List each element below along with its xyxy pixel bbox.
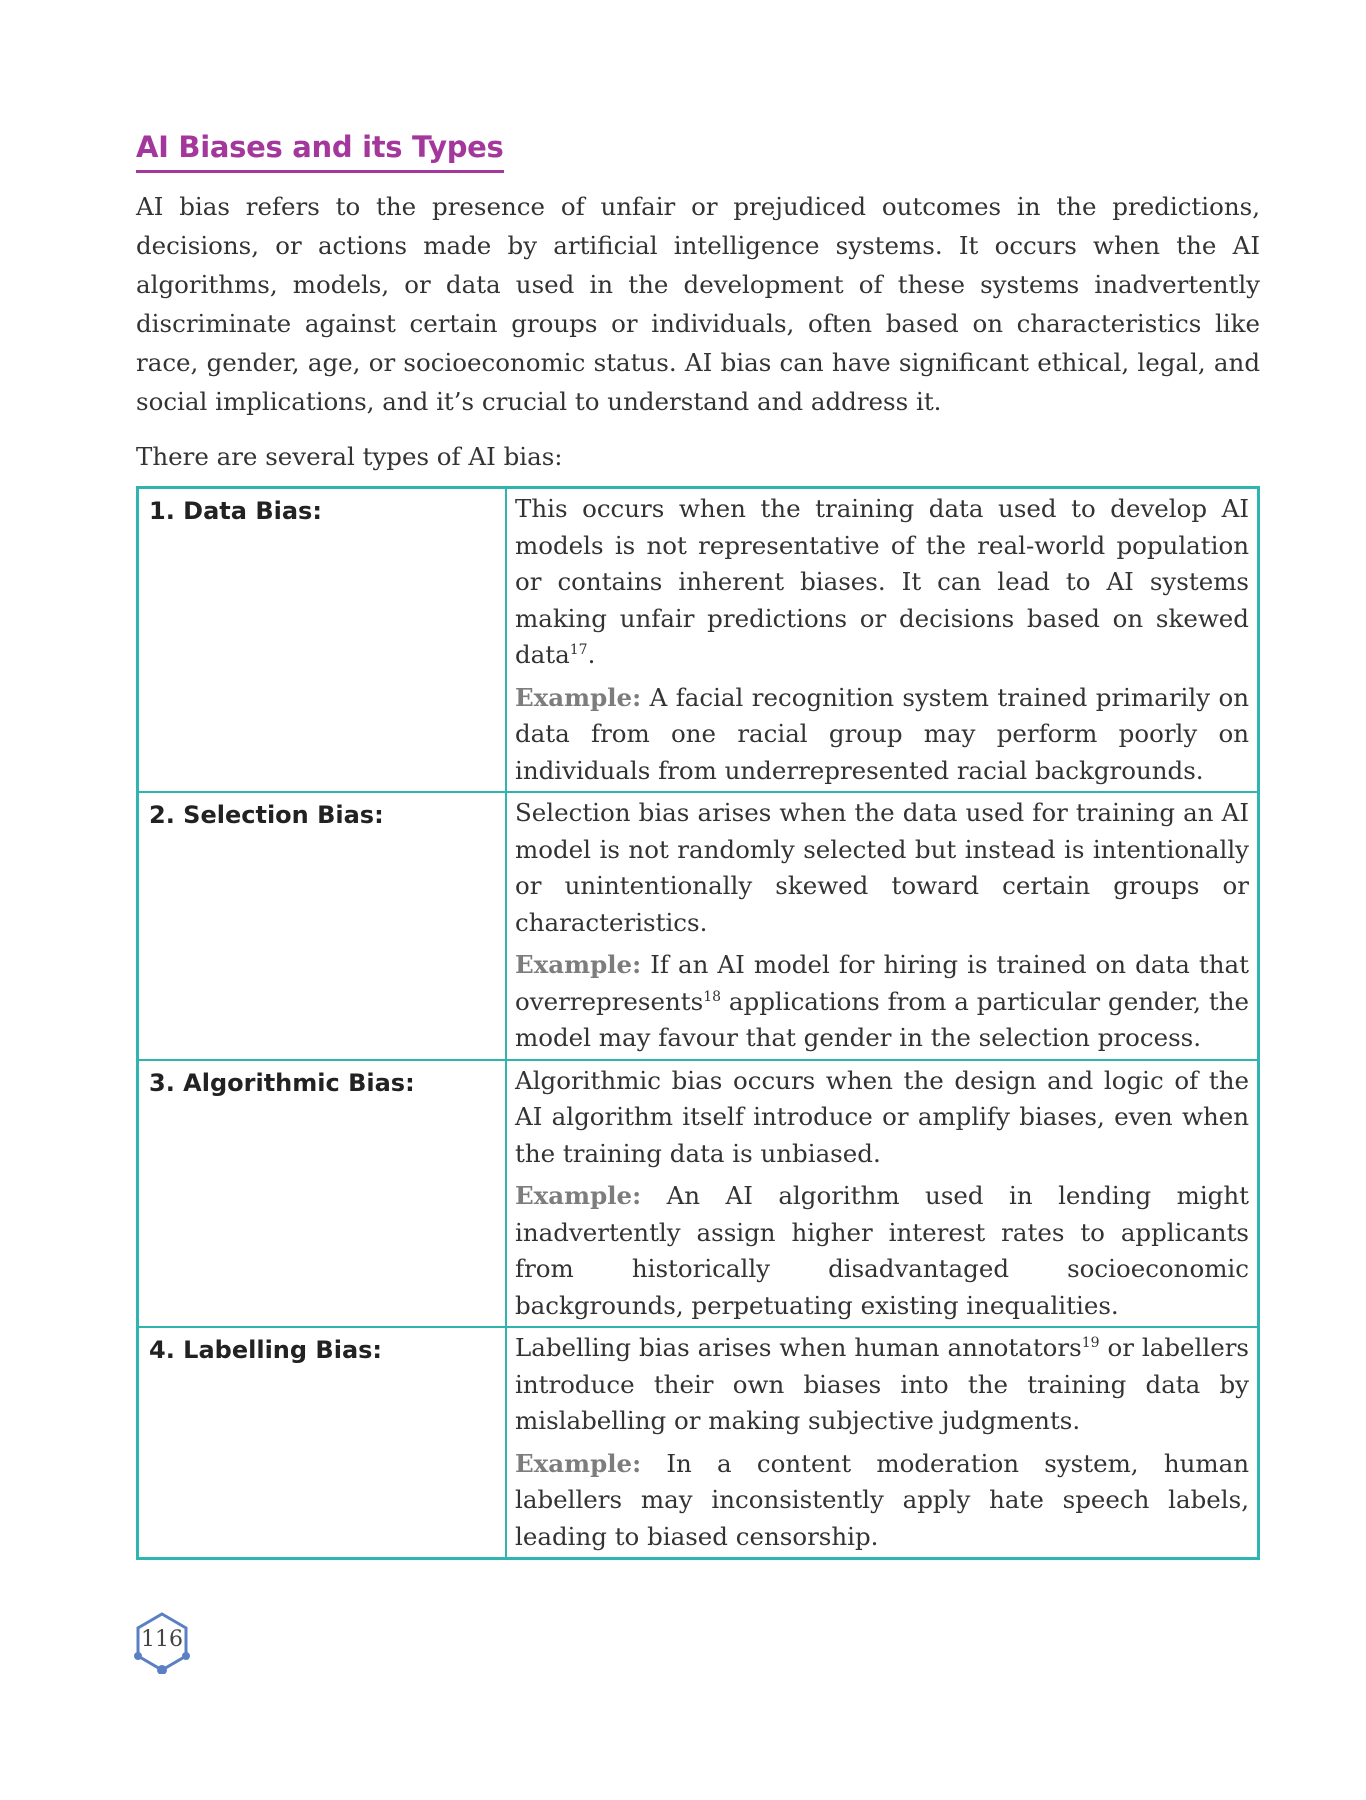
bias-description: Selection bias arises when the data used for training an AI model is not randomly selected but instead is intentionally or unintentionally skewed toward certain groups or characteristics. xyxy=(515,798,1249,937)
table-row xyxy=(138,1060,1259,1328)
lead-sentence: There are several types of AI bias: xyxy=(136,442,563,471)
example-label: Example: xyxy=(515,1448,642,1478)
bias-example: Example: A facial recognition system trained primarily on data from one racial group may perform poorly on individuals from underrepresented racial backgrounds. xyxy=(515,682,1249,785)
table-row xyxy=(138,792,1259,1060)
footnote-ref: 17 xyxy=(569,641,588,658)
bias-description: Algorithmic bias occurs when the design and logic of the AI algorithm itself introduce or amplify biases, even when the training data is unbiased. xyxy=(515,1065,1249,1168)
page-number-badge xyxy=(133,1610,191,1674)
bias-description-cell xyxy=(506,1327,1259,1559)
bias-types-table xyxy=(136,486,1260,1560)
bias-label-cell xyxy=(138,488,507,793)
table-row xyxy=(138,1327,1259,1559)
bias-label: 1. Data Bias: xyxy=(149,497,322,525)
bias-label: 4. Labelling Bias: xyxy=(149,1336,383,1364)
section-heading: AI Biases and its Types xyxy=(136,130,504,173)
example-label: Example: xyxy=(515,950,642,979)
page-content xyxy=(136,130,1260,1560)
bias-label: 2. Selection Bias: xyxy=(149,801,384,829)
bias-example: Example: In a content moderation system, human labellers may inconsistently apply hate speech labels, leading to biased censorship. xyxy=(515,1448,1249,1551)
footnote-ref: 18 xyxy=(703,988,722,1005)
footnote-ref: 19 xyxy=(1081,1334,1100,1351)
bias-description-cell xyxy=(506,1060,1259,1328)
example-label: Example: xyxy=(515,1181,642,1210)
page-number: 116 xyxy=(141,1627,183,1652)
bias-label-cell xyxy=(138,1060,507,1328)
bias-example: Example: If an AI model for hiring is trained on data that overrepresents$^{18}$ applications from a particular gender, the model may favour that gender in the selection process. xyxy=(515,950,1249,1052)
bias-label-cell xyxy=(138,1327,507,1559)
bias-description-cell xyxy=(506,488,1259,793)
bias-example: Example: An AI algorithm used in lending might inadvertently assign higher interest rates to applicants from historically disadvantaged socioeconomic backgrounds, perpetuating existing inequalities. xyxy=(515,1181,1249,1320)
bias-description: This occurs when the training data used to develop AI models is not representative of the real-world population or contains inherent biases. It can lead to AI systems making unfair predictions or decisions based on skewed data$^{17}$. xyxy=(515,494,1249,669)
table-row xyxy=(138,488,1259,793)
bias-description: Labelling bias arises when human annotators$^{19}$ or labellers introduce their own biases into the training data by mislabelling or making subjective judgments. xyxy=(515,1333,1250,1435)
bias-description-cell xyxy=(506,792,1259,1060)
example-label: Example: xyxy=(515,682,642,712)
bias-label-cell xyxy=(138,792,507,1060)
bias-label: 3. Algorithmic Bias: xyxy=(149,1068,415,1097)
intro-paragraph: AI bias refers to the presence of unfair or prejudiced outcomes in the predictions, decisions, or actions made by artificial intelligence systems. It occurs when the AI algorithms, models, or data used in the development of these systems inadvertently discriminate against certain groups or individuals, often based on characteristics like race, gender, age, or socioeconomic status. AI bias can have significant ethical, legal, and social implications, and it’s crucial to understand and address it. xyxy=(136,192,1260,416)
